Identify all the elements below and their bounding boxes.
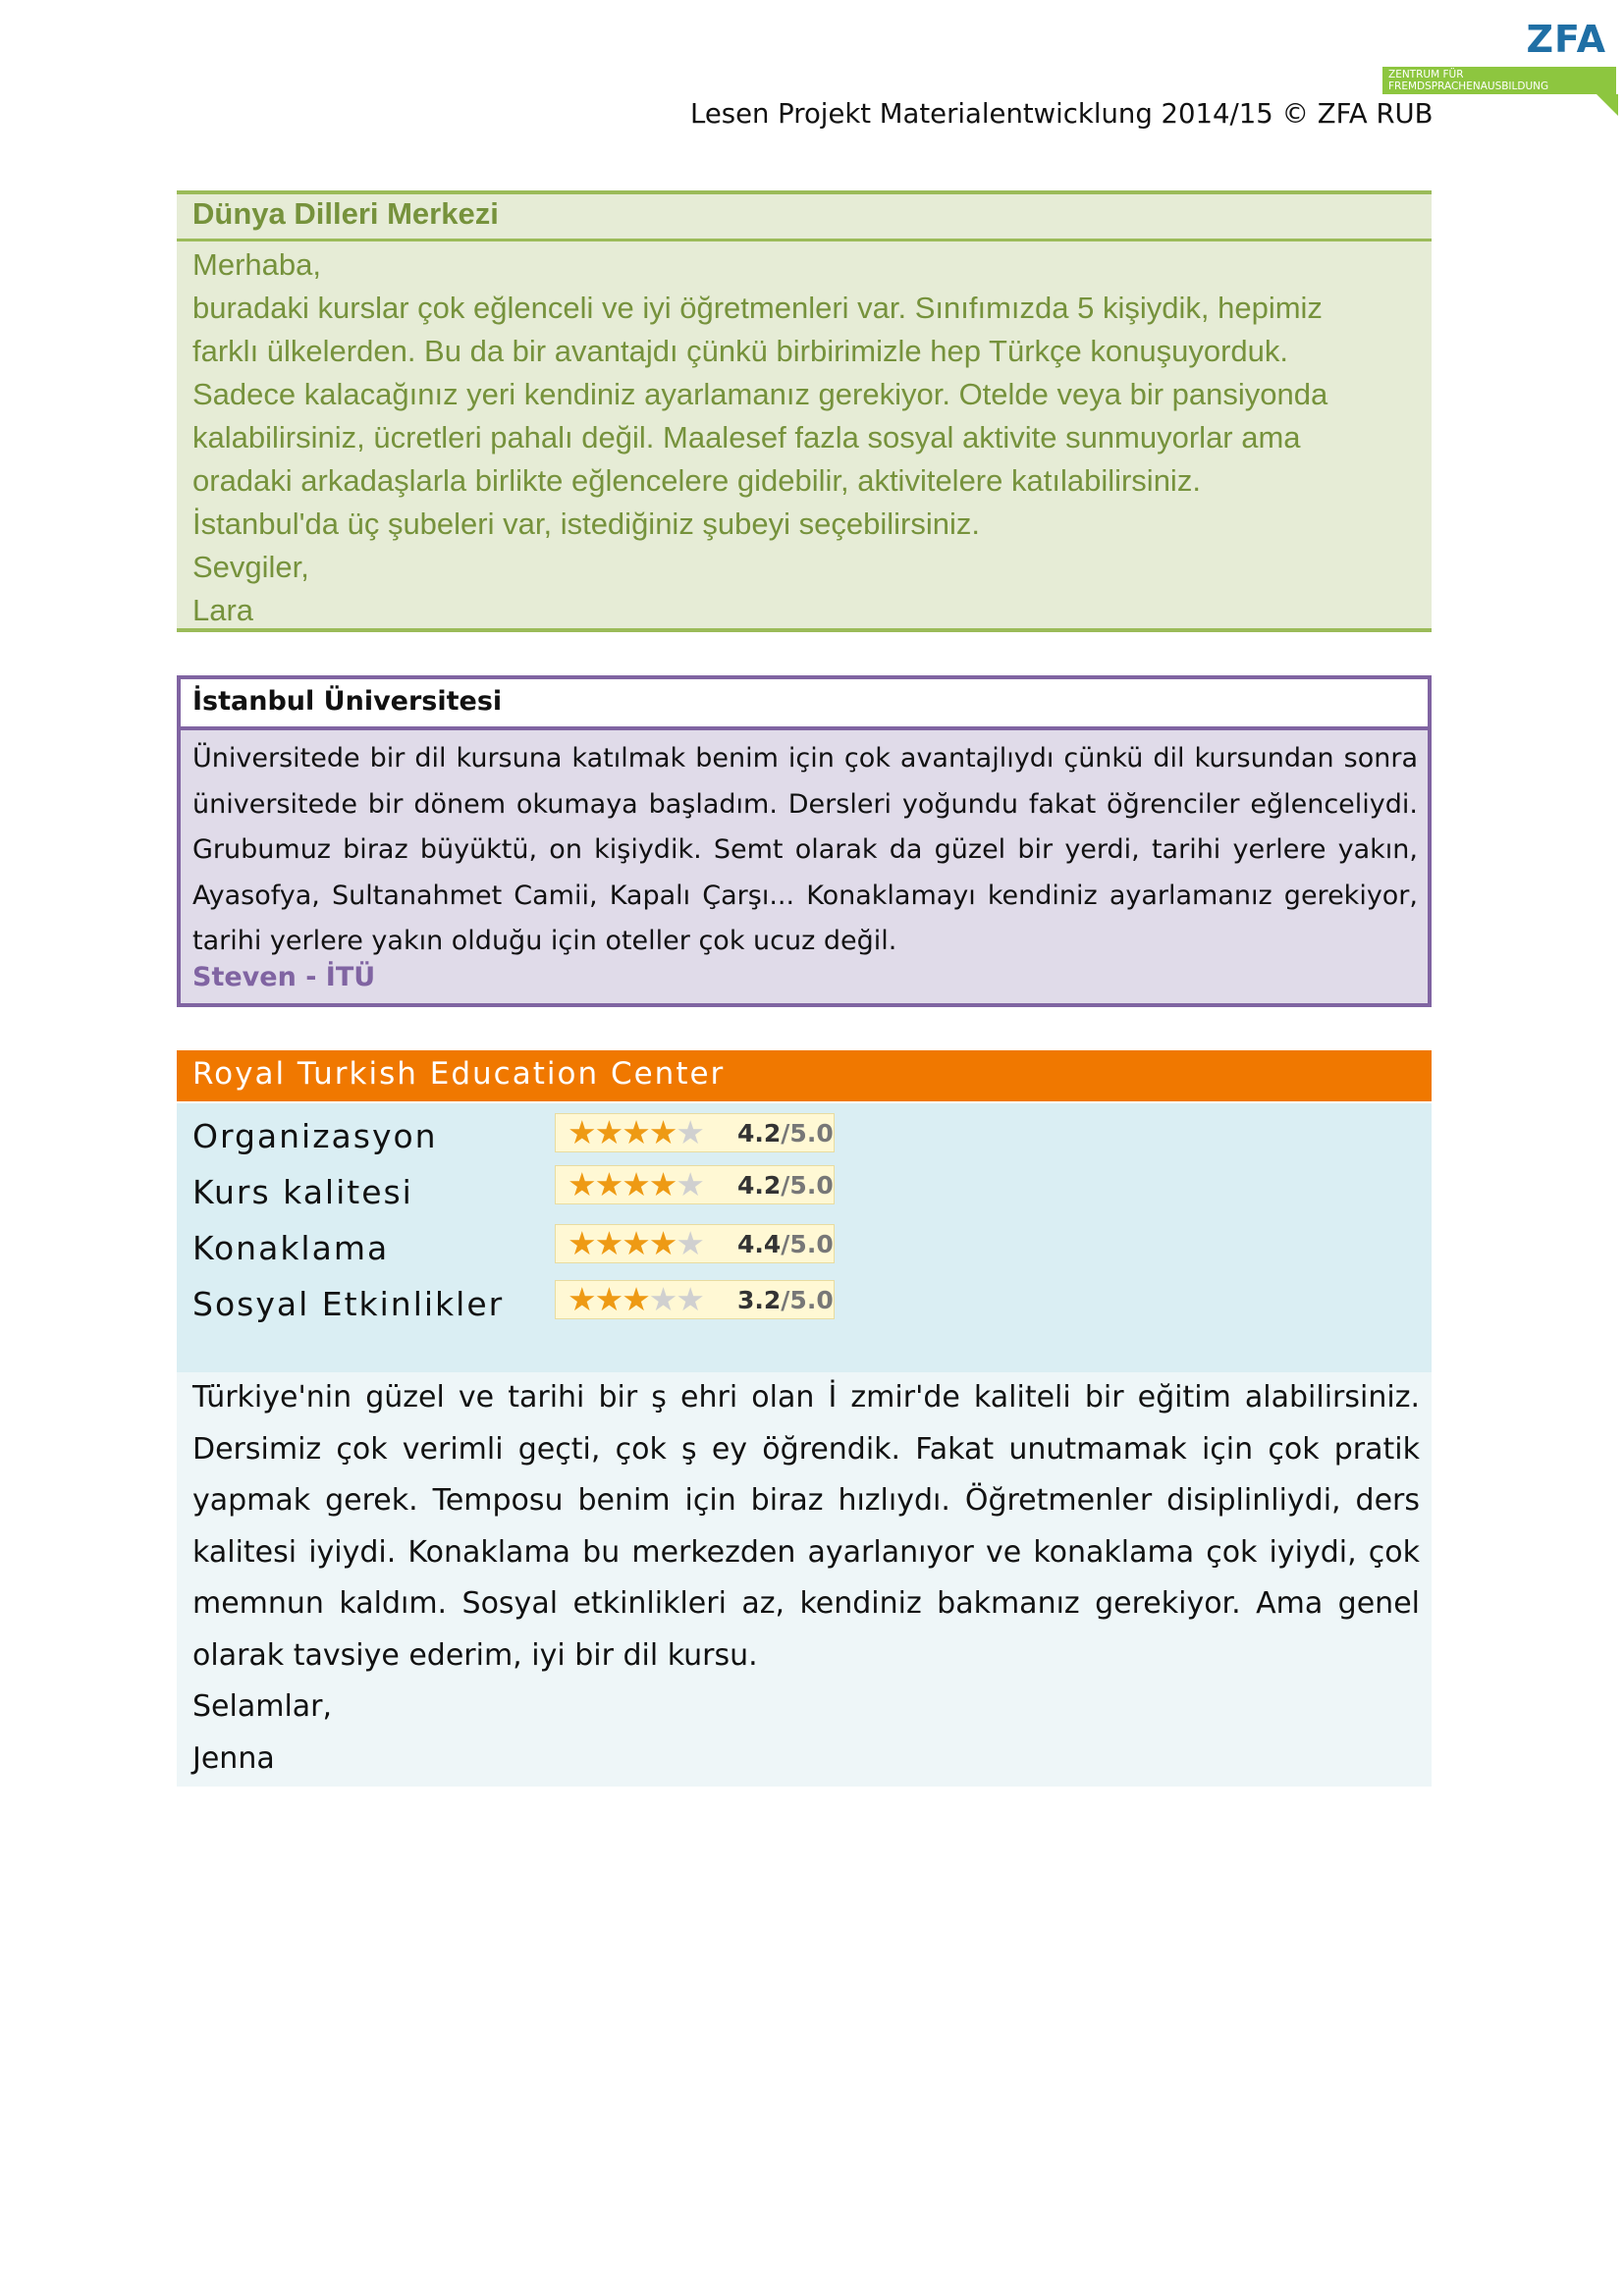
text-line: kalabilirsiniz, ücretleri pahalı değil. Maalesef fazla sosyal aktivite sunmuyorlar ama: [192, 420, 1301, 454]
rating-score: 4.2/5.0: [737, 1119, 834, 1148]
star-rating-icon: [568, 1225, 703, 1262]
star-filled-icon: ★: [622, 1114, 649, 1150]
page-header: Lesen Projekt Materialentwicklung 2014/15 © ZFA RUB: [690, 98, 1434, 130]
rating-badge: [555, 1165, 835, 1204]
review-signature: Steven - İTÜ: [192, 962, 376, 992]
rating-badge: [555, 1113, 835, 1152]
star-empty-icon: ★: [676, 1114, 703, 1150]
review-body: [177, 1372, 1432, 1787]
review-text: [192, 1372, 1420, 1785]
text-line: Merhaba,: [192, 247, 321, 282]
review-text: [192, 243, 1420, 632]
box-header: [181, 679, 1428, 730]
review-box-royal-turkish-header: [177, 1050, 1432, 1101]
star-filled-icon: ★: [594, 1225, 623, 1261]
rating-badge: [555, 1280, 835, 1319]
star-rating-icon: [568, 1166, 703, 1203]
star-rating-icon: [568, 1114, 703, 1151]
rating-score: 4.4/5.0: [737, 1230, 834, 1258]
star-filled-icon: ★: [568, 1114, 595, 1150]
text-line: Lara: [192, 593, 254, 627]
text-line: farklı ülkelerden. Bu da bir avantajdı çünkü birbirimizle hep Türkçe konuşuyorduk.: [192, 334, 1288, 368]
rating-label: Organizasyon: [192, 1117, 438, 1155]
box-title: İstanbul Üniversitesi: [192, 686, 503, 717]
review-text: Üniversitede bir dil kursuna katılmak benim için çok avantajlıydı çünkü dil kursundan sonra üniversitede bir dönem okumaya başladım. Dersleri yoğundu fakat öğrenciler eğlenceliydi. Grubumuz biraz büyüktü, on kişiydik. Semt olarak da güzel bir yerdi, tarihi yerlere yakın, Ayasofya, Sultanahmet Camii, Kapalı Çarşı... Konaklamayı kendiniz ayarlamanız gerekiyor, tarihi yerlere yakın olduğu için oteller çok ucuz değil.: [192, 743, 1418, 956]
text-line: Sadece kalacağınız yeri kendiniz ayarlamanız gerekiyor. Otelde veya bir pansiyonda: [192, 377, 1328, 411]
logo-banner: [1382, 67, 1616, 94]
rating-label: Sosyal Etkinlikler: [192, 1285, 505, 1323]
star-empty-icon: ★: [676, 1166, 703, 1202]
text-line: oradaki arkadaşlarla birlikte eğlencelere gidebilir, aktivitelere katılabilirsiniz.: [192, 463, 1201, 498]
star-filled-icon: ★: [568, 1281, 595, 1317]
star-filled-icon: ★: [594, 1114, 623, 1150]
text-line: Sevgiler,: [192, 550, 309, 584]
star-filled-icon: ★: [648, 1225, 677, 1261]
review-paragraph: Türkiye'nin güzel ve tarihi bir ş ehri olan İ zmir'de kaliteli bir eğitim alabilirsiniz. Dersimiz çok verimli geçti, çok ş ey öğrendik. Fakat unutmamak için çok pratik yapmak gerek. Temposu benim için biraz hızlıydı. Öğretmenler disiplinliydi, ders kalitesi iyiydi. Konaklama bu merkezden ayarlanıyor ve konaklama çok iyiydi, çok memnun kaldım. Sosyal etkinlikleri az, kendiniz bakmanız gerekiyor. Ama genel olarak tavsiye ederim, iyi bir dil kursu.: [192, 1380, 1420, 1673]
rating-score: 4.2/5.0: [737, 1171, 834, 1200]
star-filled-icon: ★: [594, 1166, 623, 1202]
star-rating-icon: [568, 1281, 703, 1318]
star-filled-icon: ★: [648, 1166, 677, 1202]
rating-label: Kurs kalitesi: [192, 1173, 413, 1211]
star-empty-icon: ★: [676, 1225, 703, 1261]
box-title: Dünya Dilleri Merkezi: [192, 196, 499, 231]
star-filled-icon: ★: [568, 1166, 595, 1202]
star-filled-icon: ★: [622, 1166, 649, 1202]
rating-panel: [177, 1103, 1432, 1372]
rating-label: Konaklama: [192, 1229, 390, 1267]
text-line: İstanbul'da üç şubeleri var, istediğiniz şubeyi seçebilirsiniz.: [192, 507, 980, 541]
zfa-logo: [1382, 18, 1618, 106]
box-title: Royal Turkish Education Center: [192, 1056, 726, 1092]
star-filled-icon: ★: [622, 1281, 649, 1317]
logo-line-2: FREMDSPRACHENAUSBILDUNG: [1388, 80, 1549, 92]
rating-badge: [555, 1224, 835, 1263]
rating-score: 3.2/5.0: [737, 1286, 834, 1314]
star-filled-icon: ★: [648, 1114, 677, 1150]
star-filled-icon: ★: [594, 1281, 623, 1317]
review-signature: Jenna: [192, 1740, 275, 1776]
logo-mark: ZFA: [1526, 18, 1606, 61]
star-empty-icon: ★: [676, 1281, 703, 1317]
text-line: buradaki kurslar çok eğlenceli ve iyi öğretmenleri var. Sınıfımızda 5 kişiydik, hepimiz: [192, 291, 1323, 325]
star-filled-icon: ★: [622, 1225, 649, 1261]
star-empty-icon: ★: [648, 1281, 677, 1317]
review-box-dunya-dilleri: [177, 190, 1432, 632]
divider: [177, 239, 1432, 241]
logo-line-1: ZENTRUM FÜR: [1388, 69, 1464, 80]
star-filled-icon: ★: [568, 1225, 595, 1261]
review-box-istanbul-universitesi: [177, 675, 1432, 1007]
review-closing: Selamlar,: [192, 1689, 333, 1724]
logo-banner-tip: [1597, 94, 1618, 116]
